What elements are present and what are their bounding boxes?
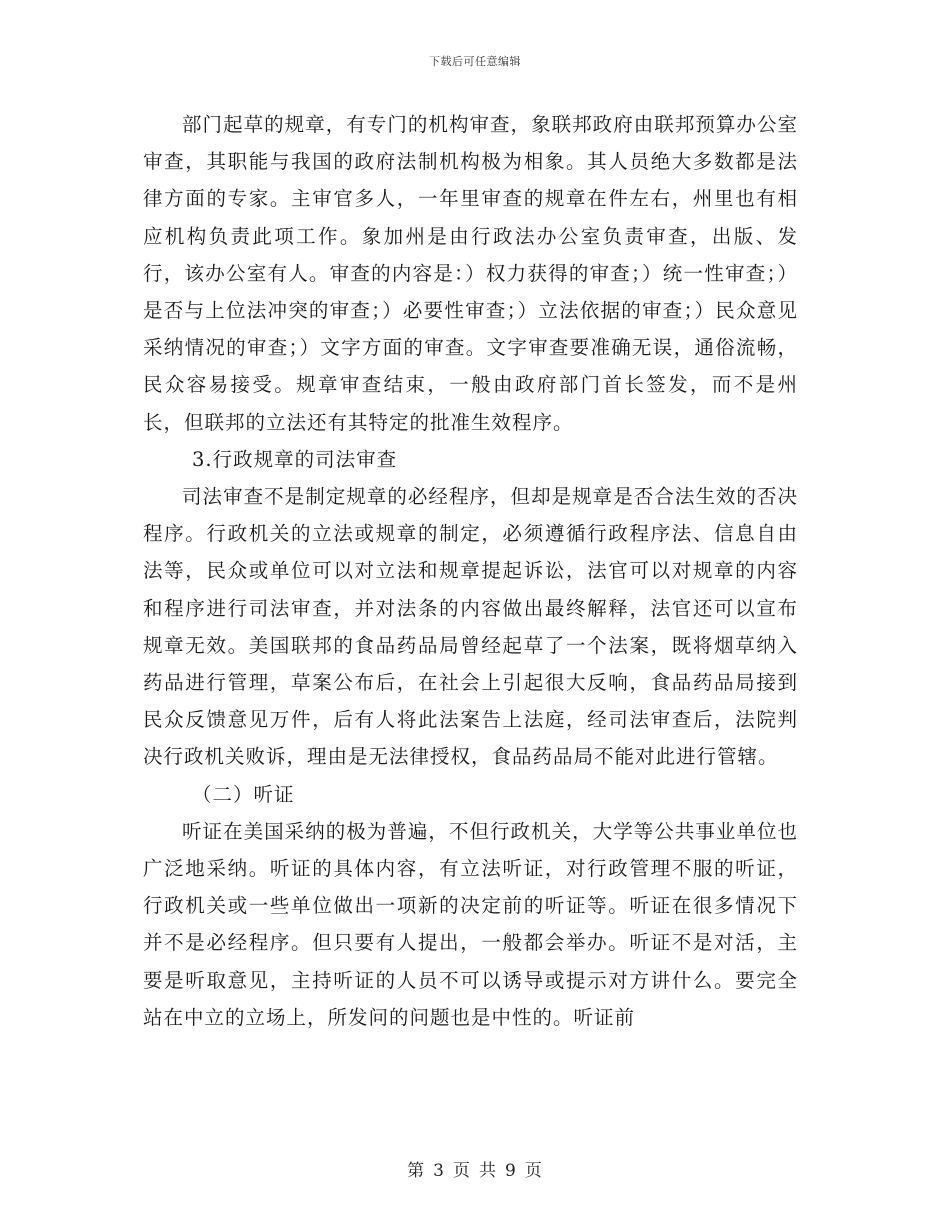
footer-page-word: 页 [453,1161,471,1181]
footer-suffix: 页 [524,1161,543,1181]
section-heading-judicial-review: 3.行政规章的司法审查 [192,447,398,471]
page-footer [0,1156,950,1181]
paragraph-hearing: 听证在美国采纳的极为普遍，不但行政机关，大学等公共事业单位也广泛地采纳。听证的具体内容，有立法听证，对行政管理不服的听证，行政机关或一些单位做出一项新的决定前的听证等。听证在很多情况下并不是必经程序。但只要有人提出，一般都会举办。听证不是对活，主要是听取意见，主持听证的人员不可以诱导或提示对方讲什么。要完全站在中立的立场上，所发问的问题也是中性的。听证前 [143,819,798,1029]
document-body [143,106,798,1036]
paragraph-regulation-review: 部门起草的规章，有专门的机构审查，象联邦政府由联邦预算办公室审查，其职能与我国的政府法制机构极为相象。其人员绝大多数都是法律方面的专家。主审官多人，一年里审查的规章在件左右，州里也有相应机构负责此项工作。象加州是由行政法办公室负责审查，出版、发行，该办公室有人。审查的内容是：）权力获得的审查；）统一性审查；）是否与上位法冲突的审查；）必要性审查；）立法依据的审查；）民众意见采纳情况的审查；）文字方面的审查。文字审查要准确无误，通俗流畅，民众容易接受。规章审查结束，一般由政府部门首长签发，而不是州长，但联邦的立法还有其特定的批准生效程序。 [143,113,798,434]
footer-prefix: 第 [407,1161,426,1181]
footer-total-word: 共 [479,1161,497,1181]
footer-current-page: 3 [433,1161,445,1181]
header-note: 下载后可任意编辑 [429,55,521,68]
paragraph-judicial-review: 司法审查不是制定规章的必经程序，但却是规章是否合法生效的否决程序。行政机关的立法或规章的制定，必须遵循行政程序法、信息自由法等，民众或单位可以对立法和规章提起诉讼，法官可以对规章的内容和程序进行司法审查，并对法条的内容做出最终解释，法官还可以宣布规章无效。美国联邦的食品药品局曾经起草了一个法案，既将烟草纳入药品进行管理，草案公布后，在社会上引起很大反响，食品药品局接到民众反馈意见万件，后有人将此法案告上法庭，经司法审查后，法院判决行政机关败诉，理由是无法律授权，食品药品局不能对此进行管辖。 [143,485,798,769]
section-heading-hearing: （二）听证 [192,782,295,806]
footer-total-pages: 9 [505,1161,517,1181]
